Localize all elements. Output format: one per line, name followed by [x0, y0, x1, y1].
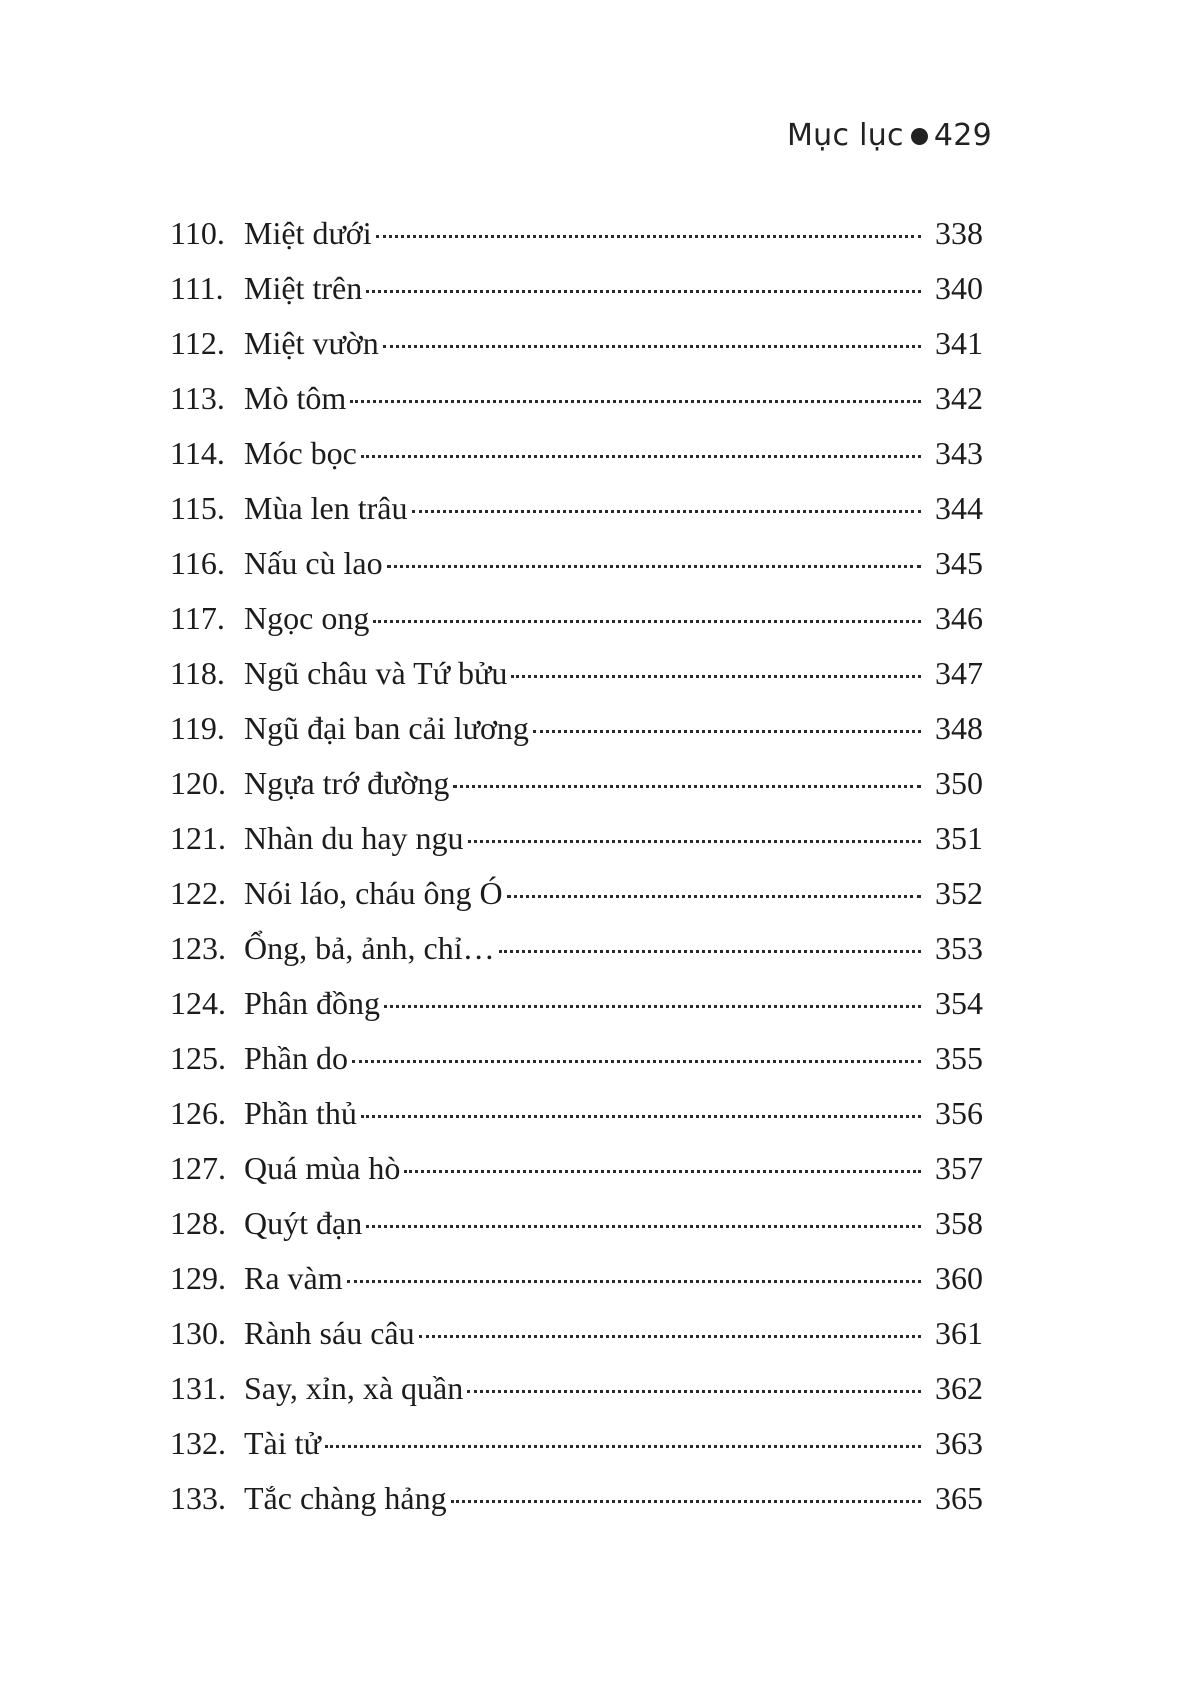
toc-entry — [170, 875, 983, 930]
toc-entry-page: 346 — [935, 600, 983, 636]
running-head-page-number: 429 — [933, 118, 992, 153]
toc-entry-title: Say, xỉn, xà quần — [244, 1370, 464, 1406]
toc-entry-number: 121. — [170, 820, 226, 856]
dot-leader — [404, 1170, 921, 1173]
dot-leader — [366, 1225, 921, 1228]
toc-entry — [170, 765, 983, 820]
toc-entry — [170, 985, 983, 1040]
toc-entry — [170, 435, 983, 490]
toc-entry-page: 347 — [935, 655, 983, 691]
toc-entry-page: 350 — [935, 765, 983, 801]
toc-entry-number: 110. — [170, 215, 225, 251]
toc-entry — [170, 325, 983, 380]
toc-entry-title: Nhàn du hay ngu — [244, 820, 464, 856]
toc-entry-title: Miệt trên — [244, 270, 363, 306]
toc-entry-page: 360 — [935, 1260, 983, 1296]
toc-entry-number: 132. — [170, 1425, 226, 1461]
toc-entry-number: 133. — [170, 1480, 226, 1516]
toc-entry-title: Ổng, bả, ảnh, chỉ… — [244, 930, 495, 966]
toc-entry — [170, 710, 983, 765]
toc-entry-number: 129. — [170, 1260, 226, 1296]
toc-entry — [170, 1315, 983, 1370]
toc-entry — [170, 545, 983, 600]
toc-entry-page: 361 — [935, 1315, 983, 1351]
toc-entry-title: Ra vàm — [244, 1260, 343, 1296]
toc-entry-page: 356 — [935, 1095, 983, 1131]
dot-leader — [507, 895, 921, 898]
toc-entry-title: Phần do — [244, 1040, 348, 1076]
toc-entry-title: Rành sáu câu — [244, 1315, 415, 1351]
toc-entry-title: Ngọc ong — [244, 600, 370, 636]
toc-entry — [170, 930, 983, 985]
dot-leader — [350, 400, 921, 403]
toc-entry-page: 365 — [935, 1480, 983, 1516]
dot-leader — [511, 675, 921, 678]
running-head-section: Mục lục — [786, 118, 904, 153]
toc-entry-title: Ngũ châu và Tứ bửu — [244, 655, 508, 691]
toc-entry-page: 340 — [935, 270, 983, 306]
toc-entry-page: 355 — [935, 1040, 983, 1076]
toc-entry-title: Móc bọc — [244, 435, 357, 471]
toc-entry — [170, 1370, 983, 1425]
toc-entry-number: 123. — [170, 930, 226, 966]
dot-leader — [468, 840, 921, 843]
dot-leader — [387, 565, 921, 568]
toc-entry-number: 115. — [170, 490, 225, 526]
toc-entry-number: 122. — [170, 875, 226, 911]
dot-leader — [366, 290, 921, 293]
toc-entry-number: 131. — [170, 1370, 226, 1406]
dot-leader — [347, 1280, 921, 1283]
dot-leader — [384, 1005, 921, 1008]
toc-entry-number: 112. — [170, 325, 225, 361]
toc-entry — [170, 1150, 983, 1205]
dot-leader — [533, 730, 921, 733]
toc-entry — [170, 490, 983, 545]
toc-entry-number: 127. — [170, 1150, 226, 1186]
toc-entry-title: Phân đồng — [244, 985, 380, 1021]
toc-entry — [170, 270, 983, 325]
dot-leader — [412, 510, 922, 513]
bullet-icon — [911, 128, 928, 145]
dot-leader — [373, 620, 921, 623]
toc-entry-title: Ngựa trớ đường — [244, 765, 450, 801]
toc-entry-page: 353 — [935, 930, 983, 966]
toc-entry-title: Tắc chàng hảng — [244, 1480, 447, 1516]
toc-entry — [170, 1425, 983, 1480]
toc-entry — [170, 1095, 983, 1150]
toc-entry — [170, 1205, 983, 1260]
toc-entry-number: 128. — [170, 1205, 226, 1241]
toc-entry-title: Nấu cù lao — [244, 545, 383, 581]
toc-entry-title: Miệt dưới — [244, 215, 372, 251]
toc-entry-page: 352 — [935, 875, 983, 911]
dot-leader — [499, 950, 921, 953]
toc-entry-page: 363 — [935, 1425, 983, 1461]
toc-entry-title: Tài tử — [244, 1425, 321, 1461]
toc-entry-number: 117. — [170, 600, 225, 636]
toc-entry-page: 354 — [935, 985, 983, 1021]
toc-entry-number: 113. — [170, 380, 225, 416]
toc-entry-page: 351 — [935, 820, 983, 856]
toc-entry-number: 125. — [170, 1040, 226, 1076]
toc-entry — [170, 655, 983, 710]
toc-entry-title: Nói láo, cháu ông Ó — [244, 875, 503, 911]
toc-entry-title: Quýt đạn — [244, 1205, 363, 1241]
toc-entry-number: 120. — [170, 765, 226, 801]
toc-entry — [170, 1260, 983, 1315]
toc-entry-title: Quá mùa hò — [244, 1150, 401, 1186]
toc-entry-number: 118. — [170, 655, 225, 691]
toc-entry-title: Miệt vườn — [244, 325, 379, 361]
dot-leader — [451, 1500, 921, 1503]
dot-leader — [383, 345, 921, 348]
toc-entry-page: 341 — [935, 325, 983, 361]
toc-entry-page: 344 — [935, 490, 983, 526]
toc-entry-page: 357 — [935, 1150, 983, 1186]
toc-entry-page: 345 — [935, 545, 983, 581]
dot-leader — [361, 1115, 921, 1118]
toc-entry — [170, 215, 983, 270]
toc-entry-page: 338 — [935, 215, 983, 251]
toc-entry-page: 362 — [935, 1370, 983, 1406]
dot-leader — [419, 1335, 921, 1338]
dot-leader — [361, 455, 921, 458]
toc-entry — [170, 1040, 983, 1095]
toc-entry-title: Mùa len trâu — [244, 490, 408, 526]
toc-entry — [170, 380, 983, 435]
toc-entry-page: 343 — [935, 435, 983, 471]
table-of-contents — [170, 215, 983, 1535]
toc-entry-page: 342 — [935, 380, 983, 416]
toc-entry-page: 348 — [935, 710, 983, 746]
dot-leader — [453, 785, 921, 788]
toc-entry-title: Mò tôm — [244, 380, 347, 416]
toc-entry-title: Phần thủ — [244, 1095, 357, 1131]
toc-entry — [170, 600, 983, 655]
toc-entry-number: 130. — [170, 1315, 226, 1351]
dot-leader — [467, 1390, 921, 1393]
toc-entry-number: 111. — [170, 270, 224, 306]
toc-entry-number: 114. — [170, 435, 225, 471]
toc-entry — [170, 820, 983, 875]
toc-entry-number: 116. — [170, 545, 225, 581]
toc-entry-page: 358 — [935, 1205, 983, 1241]
toc-entry — [170, 1480, 983, 1535]
toc-entry-title: Ngũ đại ban cải lương — [244, 710, 529, 746]
toc-entry-number: 126. — [170, 1095, 226, 1131]
dot-leader — [325, 1445, 921, 1448]
dot-leader — [352, 1060, 921, 1063]
toc-entry-number: 124. — [170, 985, 226, 1021]
toc-entry-number: 119. — [170, 710, 225, 746]
dot-leader — [376, 235, 921, 238]
running-head — [787, 118, 992, 153]
